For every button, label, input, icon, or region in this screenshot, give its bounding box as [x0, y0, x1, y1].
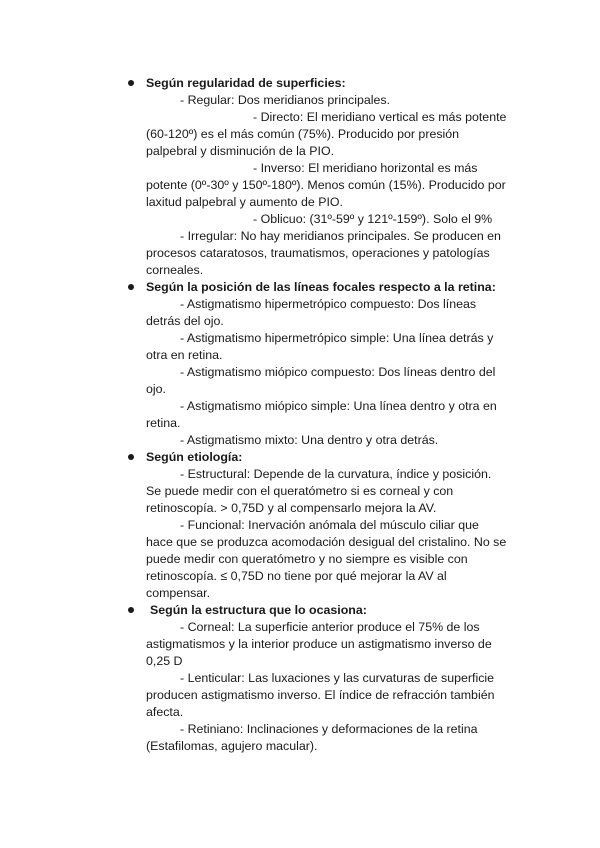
text-line: retinoscopía. ≤ 0,75D no tiene por qué mejorar la AV al: [146, 569, 447, 583]
section-heading: Según la posición de las líneas focales respecto a la retina:: [146, 280, 496, 294]
text-line: - Retiniano: Inclinaciones y deformaciones de la retina: [180, 722, 478, 736]
text-line: - Oblicuo: (31º-59º y 121º-159º). Solo el 9%: [253, 212, 493, 226]
text-line: - Astigmatismo miópico compuesto: Dos líneas dentro del: [180, 365, 496, 379]
section-heading: Según la estructura que lo ocasiona:: [150, 603, 367, 617]
text-line: - Inverso: El meridiano horizontal es más: [253, 161, 478, 175]
text-line: - Astigmatismo hipermetrópico simple: Una línea detrás y: [180, 331, 494, 345]
text-line: - Funcional: Inervación anómala del músculo ciliar que: [180, 518, 479, 532]
text-line: - Astigmatismo mixto: Una dentro y otra detrás.: [180, 433, 439, 447]
text-line: (Estafilomas, agujero macular).: [146, 739, 318, 753]
text-line: hace que se produzca acomodación desigual del cristalino. No se: [146, 535, 507, 549]
text-line: retina.: [146, 416, 181, 430]
text-line: - Astigmatismo hipermetrópico compuesto: Dos líneas: [180, 297, 477, 311]
bullet-3: [128, 454, 134, 460]
text-line: - Estructural: Depende de la curvatura, índice y posición.: [180, 467, 492, 481]
text-line: detrás del ojo.: [146, 314, 224, 328]
text-line: (60-120º) es el más común (75%). Producido por presión: [146, 127, 460, 141]
text-line: - Regular: Dos meridianos principales.: [180, 93, 391, 107]
text-line: - Astigmatismo miópico simple: Una línea dentro y otra en: [180, 399, 497, 413]
text-line: otra en retina.: [146, 348, 223, 362]
text-line: producen astigmatismo inverso. El índice de refracción también: [146, 688, 495, 702]
text-line: compensar.: [146, 586, 211, 600]
text-line: Se puede medir con el queratómetro si es corneal y con: [146, 484, 454, 498]
text-line: palpebral y disminución de la PIO.: [146, 144, 335, 158]
text-line: procesos cataratosos, traumatismos, operaciones y patologías: [146, 246, 490, 260]
bullet-4: [128, 607, 134, 613]
text-line: afecta.: [146, 705, 184, 719]
text-line: retinoscopía. > 0,75D y al compensarlo mejora la AV.: [146, 501, 437, 515]
bullet-2: [128, 284, 134, 290]
text-line: ojo.: [146, 382, 166, 396]
text-line: laxitud palpebral y aumento de PIO.: [146, 195, 343, 209]
text-line: - Lenticular: Las luxaciones y las curvaturas de superficie: [180, 671, 495, 685]
text-line: astigmatismos y la interior produce un astigmatismo inverso de: [146, 637, 492, 651]
bullet-1: [128, 80, 134, 86]
text-line: - Directo: El meridiano vertical es más potente: [253, 110, 507, 124]
text-line: potente (0º-30º y 150º-180º). Menos común (15%). Producido por: [146, 178, 506, 192]
text-line: puede medir con queratómetro y no siempre es visible con: [146, 552, 468, 566]
text-line: - Irregular: No hay meridianos principales. Se producen en: [180, 229, 501, 243]
section-heading: Según regularidad de superficies:: [146, 76, 346, 90]
text-line: 0,25 D: [146, 654, 183, 668]
text-line: corneales.: [146, 263, 204, 277]
section-heading: Según etiología:: [146, 450, 243, 464]
text-line: - Corneal: La superficie anterior produce el 75% de los: [180, 620, 480, 634]
